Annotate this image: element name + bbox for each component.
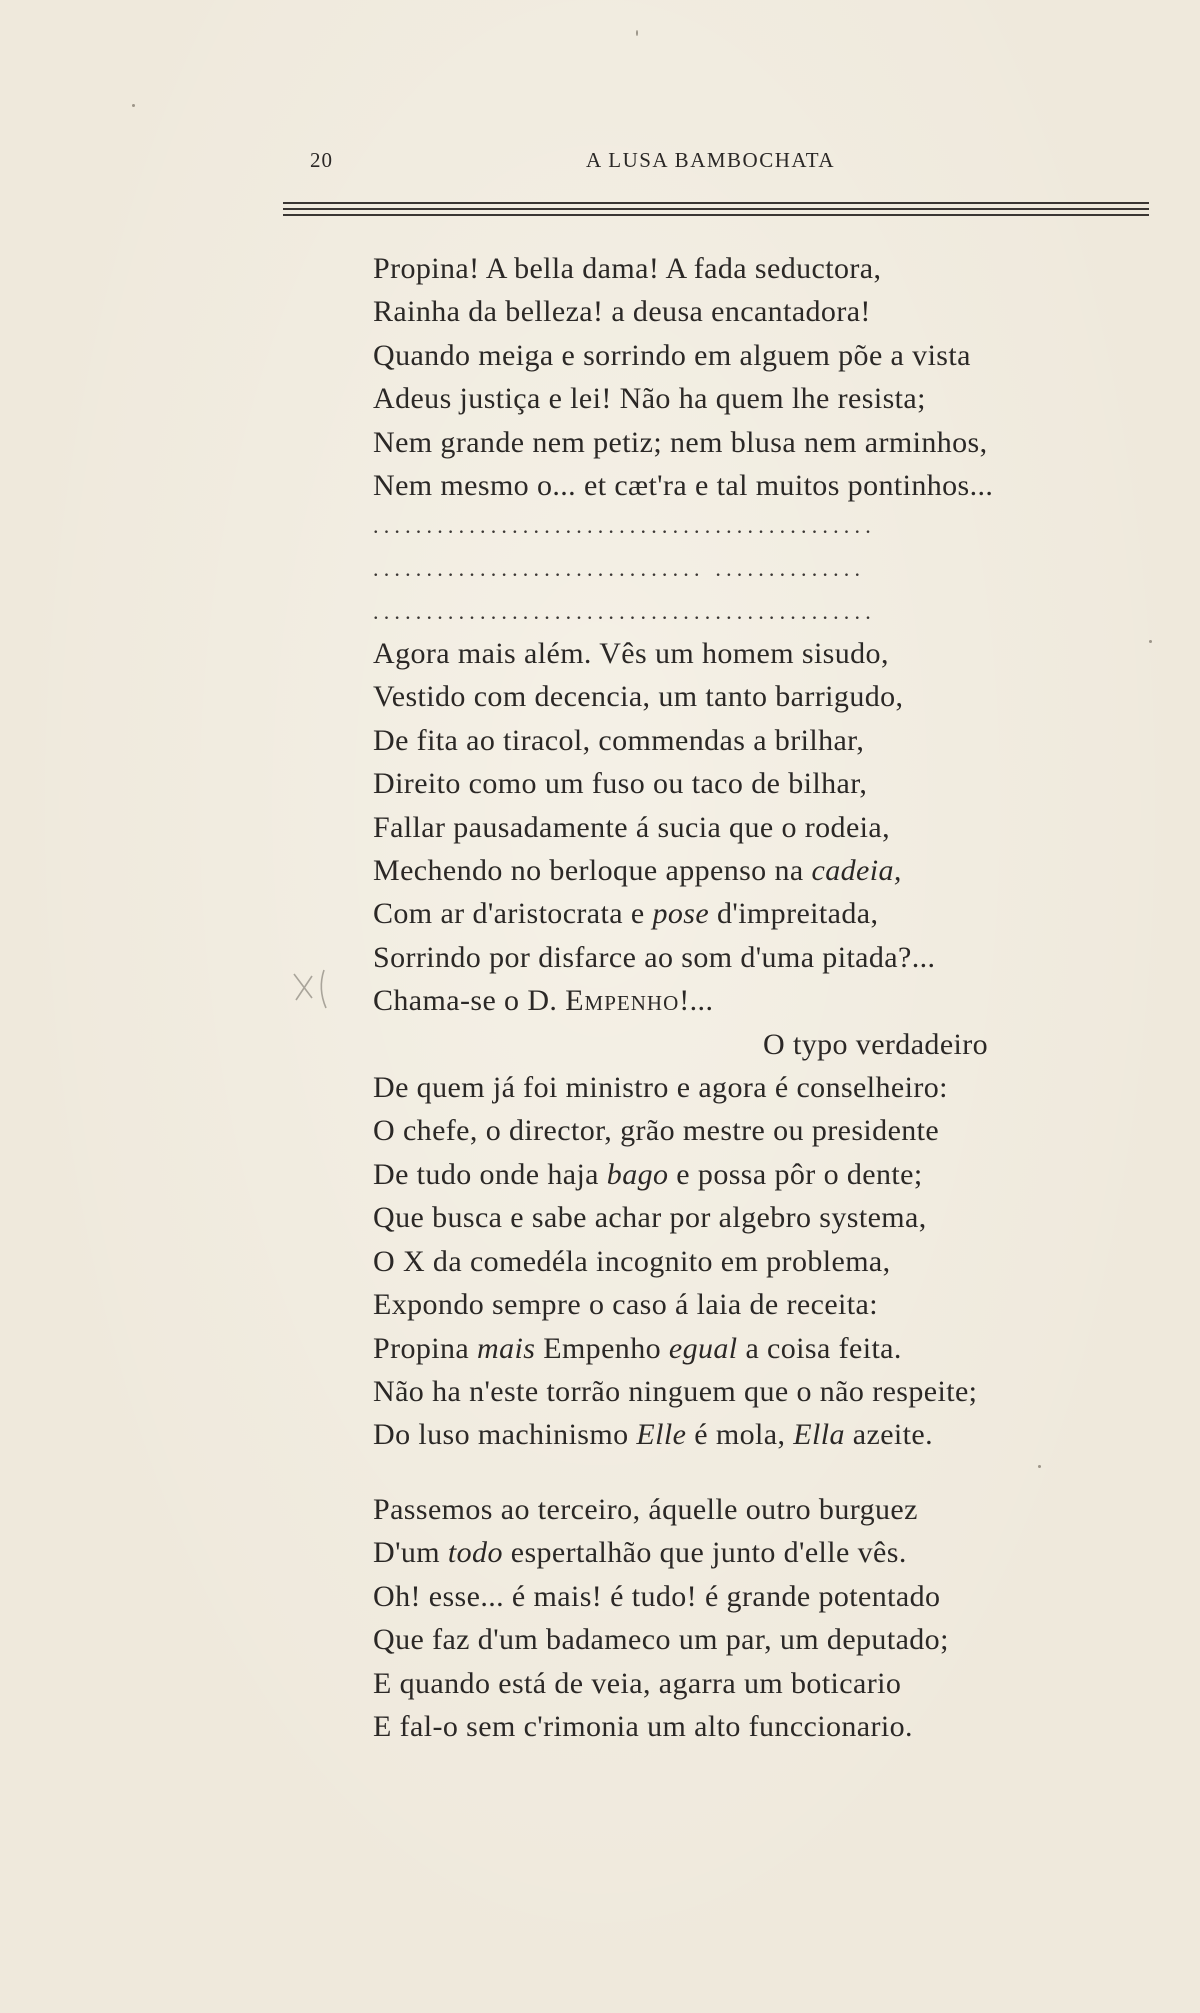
header-rule — [283, 208, 1149, 210]
verse-italic: Ella — [793, 1418, 845, 1452]
verse-line — [373, 1153, 1133, 1196]
verse-text: Propina — [373, 1331, 478, 1365]
verse-text: Do luso machinismo — [373, 1418, 637, 1452]
verse-line: Nem grande nem petiz; nem blusa nem arminhos, — [373, 425, 988, 459]
page-header — [0, 148, 1200, 178]
verse-text: espertalhão que junto d'elle vês. — [502, 1536, 907, 1570]
verse-italic: egual — [668, 1331, 738, 1365]
verse-italic: cadeia, — [811, 854, 902, 888]
verse-line: Adeus justiça e lei! Não ha quem lhe resista; — [373, 382, 926, 416]
pencil-annotation — [290, 968, 346, 1014]
page-number: 20 — [310, 148, 333, 172]
verse-line: Fallar pausadamente á sucia que o rodeia, — [373, 810, 891, 844]
stanza-three — [373, 1488, 1133, 1748]
verse-line: Agora mais além. Vês um homem sisudo, — [373, 637, 889, 670]
paper-speck — [1038, 1465, 1041, 1468]
verse-line: Nem mesmo o... et cæt'ra e tal muitos pontinhos... — [373, 469, 994, 503]
verse-line — [373, 1531, 1133, 1574]
verse-line: Oh! esse... é mais! é tudo! é grande potentado — [373, 1579, 941, 1613]
verse-text: D'um — [373, 1536, 448, 1570]
verse-italic: pose — [652, 897, 710, 931]
verse-text: e possa pôr o dente; — [668, 1157, 923, 1191]
verse-text: !... — [679, 984, 714, 1018]
omission-dots — [373, 504, 1133, 633]
stanza-two — [373, 632, 1133, 1457]
dotted-line: ............................................... — [373, 513, 876, 538]
verse-line: Sorrindo por disfarce ao som d'uma pitada?... — [373, 940, 936, 974]
verse-italic: bago — [606, 1157, 669, 1191]
running-title: A LUSA BAMBOCHATA — [586, 148, 836, 172]
verse-line: O X da comedéla incognito em problema, — [373, 1244, 891, 1278]
verse-line: Rainha da belleza! a deusa encantadora! — [373, 295, 871, 329]
header-rule — [283, 202, 1149, 204]
verse-line — [373, 849, 1133, 892]
verse-line: Expondo sempre o caso á laia de receita: — [373, 1288, 878, 1322]
verse-line: De quem já foi ministro e agora é conselheiro: — [373, 1071, 948, 1105]
verse-text: a coisa feita. — [737, 1331, 902, 1365]
verse-text: é mola, — [686, 1418, 794, 1452]
verse-line: De fita ao tiracol, commendas a brilhar, — [373, 723, 865, 757]
paper-speck — [132, 104, 135, 107]
paper-speck — [636, 30, 638, 36]
verse-italic: Elle — [636, 1418, 687, 1452]
verse-line: Que busca e sabe achar por algebro systema, — [373, 1201, 927, 1235]
verse-text: De tudo onde haja — [373, 1157, 607, 1191]
verse-line — [373, 1413, 1133, 1456]
verse-text: Chama-se o D. — [373, 984, 566, 1018]
verse-line — [373, 979, 1133, 1022]
verse-line — [373, 1327, 1133, 1370]
verse-italic: mais — [477, 1331, 536, 1365]
verse-line: Não ha n'este torrão ninguem que o não respeite; — [373, 1374, 978, 1408]
verse-text: d'impreitada, — [709, 897, 879, 931]
verse-line: Direito como um fuso ou taco de bilhar, — [373, 767, 868, 801]
dotted-line: ............................................... — [373, 599, 876, 624]
verse-line: Que faz d'um badameco um par, um deputado; — [373, 1623, 949, 1657]
verse-line: O chefe, o director, grão mestre ou presidente — [373, 1114, 940, 1148]
verse-smallcaps: Empenho — [565, 984, 680, 1018]
verse-line: Propina! A bella dama! A fada seductora, — [373, 252, 882, 285]
verse-text: Mechendo no berloque appenso na — [373, 854, 812, 888]
verse-line: Vestido com decencia, um tanto barrigudo, — [373, 680, 904, 714]
verse-line: E quando está de veia, agarra um boticario — [373, 1666, 902, 1700]
stanza-one — [373, 247, 1133, 507]
verse-text: azeite. — [844, 1418, 933, 1452]
verse-line: Quando meiga e sorrindo em alguem põe a vista — [373, 338, 971, 372]
header-rule — [283, 214, 1149, 216]
verse-line — [373, 892, 1133, 935]
verse-line: Passemos ao terceiro, áquelle outro burguez — [373, 1493, 918, 1526]
verse-line: E fal-o sem c'rimonia um alto funccionario. — [373, 1710, 913, 1744]
paper-speck — [1149, 640, 1152, 643]
verse-line-indented: O typo verdadeiro — [763, 1027, 989, 1061]
verse-text: Com ar d'aristocrata e — [373, 897, 653, 931]
dotted-line: ............................... .............. — [373, 556, 866, 581]
verse-italic: todo — [447, 1536, 503, 1570]
verse-text: Empenho — [535, 1331, 669, 1365]
